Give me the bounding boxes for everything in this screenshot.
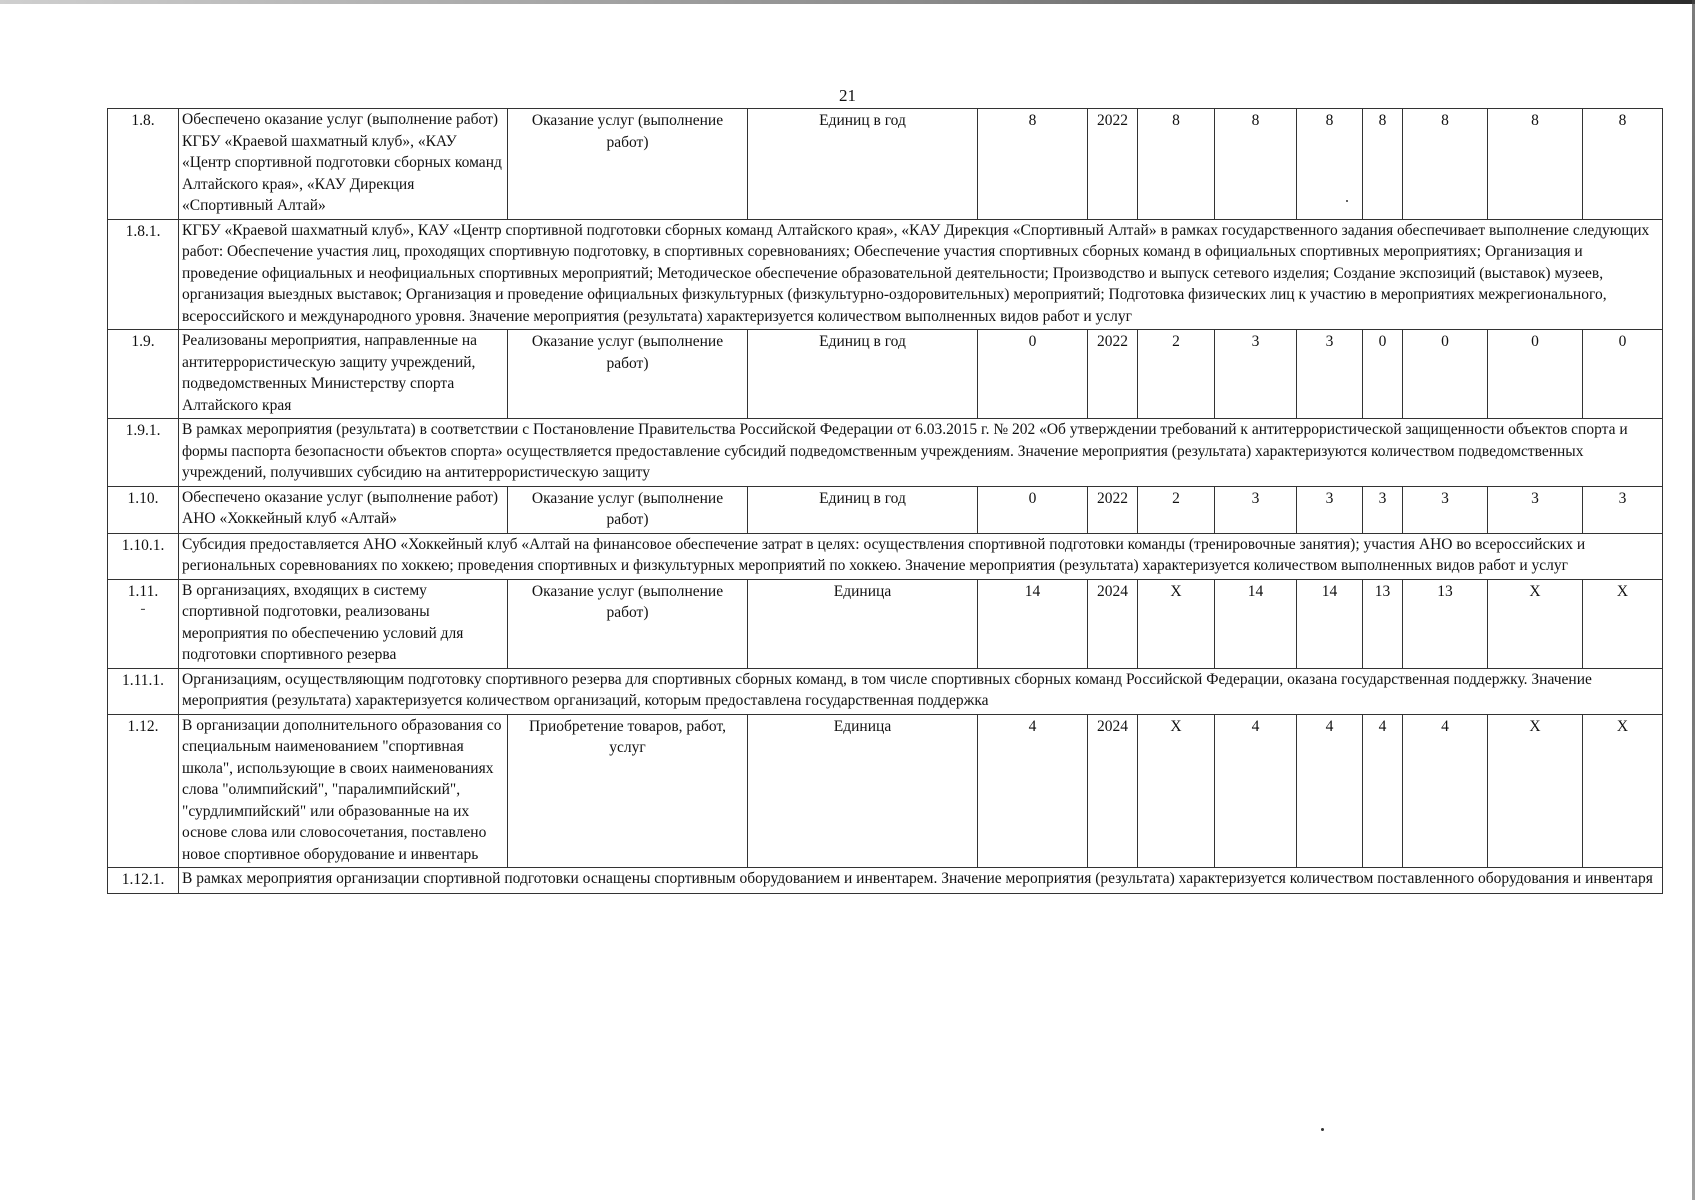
item-type: Оказание услуг (выполнение работ) xyxy=(508,109,748,220)
base-value: 0 xyxy=(978,330,1088,419)
description-number: 1.8.1. xyxy=(108,219,179,330)
year-value: 4 xyxy=(1297,714,1363,868)
item-name: В организациях, входящих в систему спортивной подготовки, реализованы мероприятия по обеспечению условий для подготовки спортивного резерва xyxy=(179,579,508,668)
description-row xyxy=(108,668,1663,714)
description-number: 1.11.1. xyxy=(108,668,179,714)
item-row xyxy=(108,714,1663,868)
item-unit: Единица xyxy=(748,579,978,668)
item-type: Приобретение товаров, работ, услуг xyxy=(508,714,748,868)
item-number xyxy=(108,330,179,419)
description-row xyxy=(108,419,1663,487)
base-value: 14 xyxy=(978,579,1088,668)
description-number: 1.10.1. xyxy=(108,533,179,579)
description-text: КГБУ «Краевой шахматный клуб», КАУ «Центр спортивной подготовки сборных команд Алтайского края», «КАУ Дирекция «Спортивный Алтай» в рамках государственного задания обеспечивает выполнение следующих работ: Обеспечение участия лиц, проходящих спортивную подготовку, в спортивных соревнованиях; Обеспечение участия спортивных сборных команд в официальных спортивных мероприятиях; Организация и проведение официальных и неофициальных спортивных мероприятий; Методическое обеспечение образовательной деятельности; Производство и выпуск сетевого изделия; Создание экспозиций (выставок) музеев, организация выездных выставок; Организация и проведение официальных физкультурных (физкультурно-оздоровительных) мероприятий; Подготовка физических лиц к участию в мероприятиях межрегионального, всероссийского и международного уровня. Значение мероприятия (результата) характеризуется количеством выполненных видов работ и услуг xyxy=(179,219,1663,330)
year-value: 4 xyxy=(1363,714,1403,868)
results-table xyxy=(107,108,1663,894)
item-unit: Единиц в год xyxy=(748,486,978,533)
description-number: 1.9.1. xyxy=(108,419,179,487)
year-value: 3 xyxy=(1297,486,1363,533)
description-text: Субсидия предоставляется АНО «Хоккейный клуб «Алтай на финансовое обеспечение затрат в целях: осуществления спортивной подготовки команды (тренировочные занятия); участия АНО во всероссийских и региональных соревнованиях по хоккею; проведения спортивных и физкультурных мероприятий по хоккею. Значение мероприятия (результата) характеризуется количеством выполненных видов работ и услуг xyxy=(179,533,1663,579)
item-name: В организации дополнительного образования со специальным наименованием "спортивная школа", использующие в своих наименованиях слова "олимпийский", "паралимпийский", "сурдлимпийский" или образованные на их основе слова или словосочетания, поставлено новое спортивное оборудование и инвентарь xyxy=(179,714,508,868)
year-value: X xyxy=(1138,714,1215,868)
year-value: 3 xyxy=(1363,486,1403,533)
base-value: 0 xyxy=(978,486,1088,533)
item-row xyxy=(108,109,1663,220)
year-value: 13 xyxy=(1403,579,1488,668)
year-value: 14 xyxy=(1297,579,1363,668)
item-name: Реализованы мероприятия, направленные на антитеррористическую защиту учреждений, подведомственных Министерству спорта Алтайского края xyxy=(179,330,508,419)
scan-speck xyxy=(1321,1128,1324,1131)
year-value: 3 xyxy=(1488,486,1583,533)
item-unit: Единиц в год xyxy=(748,330,978,419)
year-value: X xyxy=(1138,579,1215,668)
base-year: 2022 xyxy=(1088,330,1138,419)
item-number-text: 1.10. xyxy=(127,489,159,507)
scan-speck xyxy=(1346,200,1348,202)
year-value: X xyxy=(1583,714,1663,868)
item-number xyxy=(108,486,179,533)
year-value: 2 xyxy=(1138,486,1215,533)
item-row xyxy=(108,330,1663,419)
description-text: Организациям, осуществляющим подготовку спортивного резерва для спортивных сборных команд, в том числе спортивных сборных команд Российской Федерации, оказана государственная поддержку. Значение мероприятия (результата) характеризуется количеством организаций, которым предоставлена государственная поддержка xyxy=(179,668,1663,714)
year-value: 4 xyxy=(1215,714,1297,868)
base-year: 2022 xyxy=(1088,109,1138,220)
year-value: 8 xyxy=(1297,109,1363,220)
year-value: 3 xyxy=(1215,330,1297,419)
base-year: 2024 xyxy=(1088,579,1138,668)
year-value: 3 xyxy=(1403,486,1488,533)
year-value: 4 xyxy=(1403,714,1488,868)
description-text: В рамках мероприятия организации спортивной подготовки оснащены спортивным оборудованием и инвентарем. Значение мероприятия (результата) характеризуется количеством поставленного оборудования и инвентаря xyxy=(179,868,1663,894)
item-number-text: 1.8. xyxy=(131,112,155,129)
year-value: 8 xyxy=(1488,109,1583,220)
year-value: 14 xyxy=(1215,579,1297,668)
item-name: Обеспечено оказание услуг (выполнение работ) АНО «Хоккейный клуб «Алтай» xyxy=(179,486,508,533)
item-number xyxy=(108,714,179,868)
year-value: 3 xyxy=(1297,330,1363,419)
year-value: X xyxy=(1583,579,1663,668)
description-row xyxy=(108,219,1663,330)
description-row xyxy=(108,533,1663,579)
item-unit: Единиц в год xyxy=(748,109,978,220)
item-type: Оказание услуг (выполнение работ) xyxy=(508,579,748,668)
year-value: 0 xyxy=(1363,330,1403,419)
year-value: 3 xyxy=(1583,486,1663,533)
item-number xyxy=(108,579,179,668)
year-value: 8 xyxy=(1363,109,1403,220)
base-year: 2024 xyxy=(1088,714,1138,868)
description-text: В рамках мероприятия (результата) в соответствии с Постановление Правительства Российской Федерации от 6.03.2015 г. № 202 «Об утверждении требований к антитеррористической защищенности объектов спорта и формы паспорта безопасности объектов спорта» осуществляется предоставление субсидий подведомственным учреждениям. Значение мероприятия (результата) характеризуются количеством подведомственных учреждений, получивших субсидию на антитеррористическую защиту xyxy=(179,419,1663,487)
year-value: 3 xyxy=(1215,486,1297,533)
item-type: Оказание услуг (выполнение работ) xyxy=(508,486,748,533)
year-value: 8 xyxy=(1403,109,1488,220)
number-mark: - xyxy=(140,600,146,617)
item-row xyxy=(108,579,1663,668)
item-unit: Единица xyxy=(748,714,978,868)
year-value: 0 xyxy=(1488,330,1583,419)
year-value: 13 xyxy=(1363,579,1403,668)
item-number-text: 1.9. xyxy=(131,333,155,350)
year-value: 8 xyxy=(1138,109,1215,220)
table-body xyxy=(108,109,1663,894)
base-value: 4 xyxy=(978,714,1088,868)
year-value: X xyxy=(1488,579,1583,668)
item-name: Обеспечено оказание услуг (выполнение работ) КГБУ «Краевой шахматный клуб», «КАУ «Центр спортивной подготовки сборных команд Алтайского края», «КАУ Дирекция «Спортивный Алтай» xyxy=(179,109,508,220)
item-type: Оказание услуг (выполнение работ) xyxy=(508,330,748,419)
year-value: 8 xyxy=(1583,109,1663,220)
year-value: X xyxy=(1488,714,1583,868)
item-number xyxy=(108,109,179,220)
item-number-text: 1.12. xyxy=(127,717,159,735)
description-number: 1.12.1. xyxy=(108,868,179,894)
year-value: 8 xyxy=(1215,109,1297,220)
base-value: 8 xyxy=(978,109,1088,220)
description-row xyxy=(108,868,1663,894)
year-value: 0 xyxy=(1583,330,1663,419)
item-row xyxy=(108,486,1663,533)
year-value: 2 xyxy=(1138,330,1215,419)
base-year: 2022 xyxy=(1088,486,1138,533)
year-value: 0 xyxy=(1403,330,1488,419)
scan-edge-top xyxy=(0,0,1695,4)
item-number-text: 1.11. xyxy=(127,582,159,600)
page-number: 21 xyxy=(839,86,856,105)
